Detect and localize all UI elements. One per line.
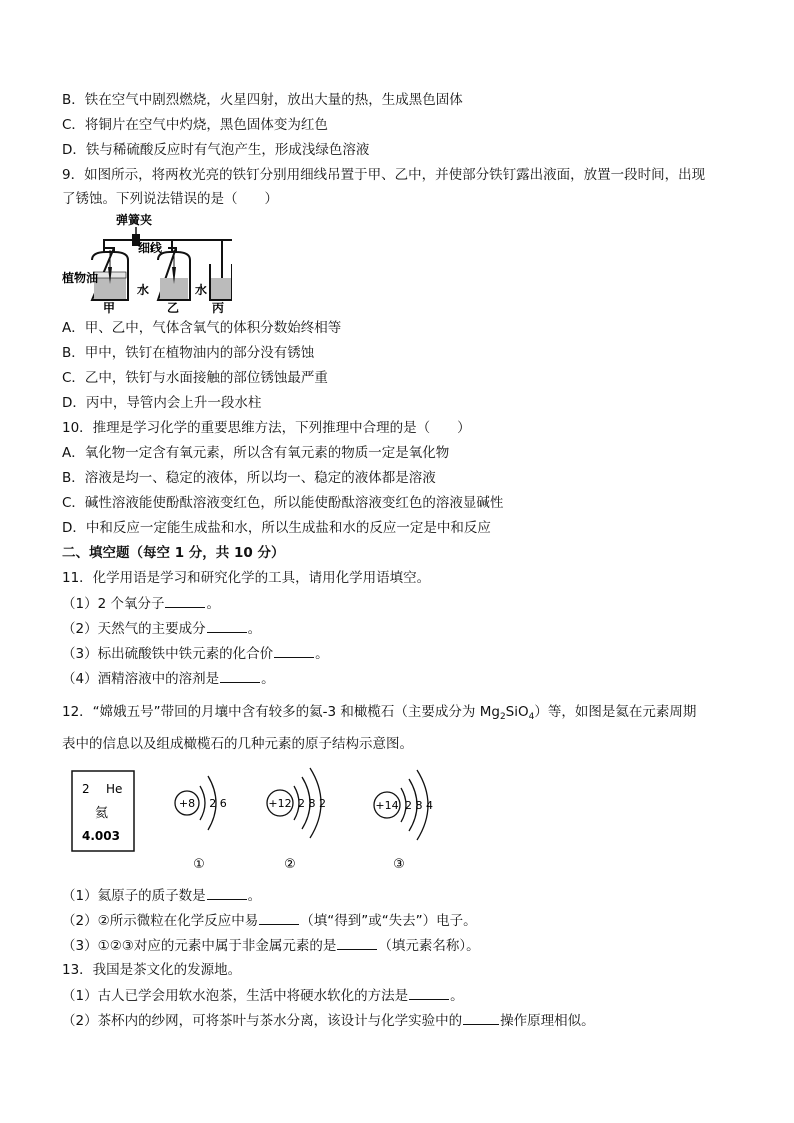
atom-diagram-magnesium — [267, 768, 326, 872]
q10-option-b: B．溶液是均一、稳定的液体，所以均一、稳定的液体都是溶液 — [62, 470, 436, 486]
q12-item-2: （2）②所示微粒在化学反应中易 （填“得到”或“失去”）电子。 — [62, 913, 477, 929]
q10-option-c: C．碱性溶液能使酚酞溶液变红色，所以能使酚酞溶液变红色的溶液显碱性 — [62, 495, 504, 511]
q11-item-2: （2）天然气的主要成分 。 — [62, 621, 262, 637]
q12-stem-line1: 12．“嫦娥五号”带回的月壤中含有较多的氦-3 和橄榄石（主要成分为 $Mg_2SiO_4$）等，如图是氦在元素周期 — [62, 704, 697, 722]
answer-blank[interactable] — [337, 936, 377, 950]
q12-atom-figure — [62, 763, 452, 875]
label-bing: 丙 — [212, 301, 225, 314]
q11-item-1: （1）2 个氧分子 。 — [62, 596, 220, 612]
q13-stem: 13．我国是茶文化的发源地。 — [62, 962, 242, 978]
q9-option-c: C．乙中，铁钉与水面接触的部位锈蚀最严重 — [62, 370, 328, 386]
label-jia: 甲 — [103, 301, 116, 314]
answer-blank[interactable] — [220, 669, 260, 683]
svg-text:2: 2 — [82, 782, 90, 796]
label-water-2: 水 — [195, 283, 208, 297]
q11-stem: 11．化学用语是学习和研究化学的工具，请用化学用语填空。 — [62, 570, 431, 586]
q9-stem-line2: 了锈蚀。下列说法错误的是（ ） — [62, 191, 278, 207]
svg-text:②: ② — [284, 857, 296, 872]
q12-stem-line2: 表中的信息以及组成橄榄石的几种元素的原子结构示意图。 — [62, 736, 413, 752]
answer-blank[interactable] — [409, 986, 449, 1000]
answer-blank[interactable] — [274, 644, 314, 658]
answer-blank[interactable] — [207, 619, 247, 633]
label-oil: 植物油 — [62, 271, 99, 285]
answer-blank[interactable] — [165, 594, 205, 608]
label-water-1: 水 — [137, 283, 150, 297]
atom-diagram-oxygen — [175, 776, 227, 872]
answer-blank[interactable] — [207, 886, 247, 900]
svg-text:氦: 氦 — [95, 806, 109, 821]
svg-text:①: ① — [193, 857, 205, 872]
q12-item-3: （3）①②③对应的元素中属于非金属元素的是 （填元素名称）。 — [62, 938, 480, 954]
q9-option-a: A．甲、乙中，气体含氧气的体积分数始终相等 — [62, 320, 342, 336]
svg-text:2 8 2: 2 8 2 — [298, 797, 326, 810]
q8-option-b: B．铁在空气中剧烈燃烧，火星四射，放出大量的热，生成黑色固体 — [62, 92, 463, 108]
svg-text:2 8 4: 2 8 4 — [405, 799, 433, 812]
q9-option-b: B．甲中，铁钉在植物油内的部分没有锈蚀 — [62, 345, 315, 361]
q8-option-c: C．将铜片在空气中灼烧，黑色固体变为红色 — [62, 117, 328, 133]
answer-blank[interactable] — [463, 1011, 499, 1025]
svg-text:+8: +8 — [178, 797, 196, 810]
q10-option-a: A．氧化物一定含有氧元素，所以含有氧元素的物质一定是氧化物 — [62, 445, 450, 461]
q9-stem-line1: 9．如图所示，将两枚光亮的铁钉分别用细线吊置于甲、乙中，并使部分铁钉露出液面，放置一段时间，出现 — [62, 167, 706, 183]
q13-item-2: （2）茶杯内的纱网，可将茶叶与茶水分离，该设计与化学实验中的 操作原理相似。 — [62, 1013, 595, 1029]
svg-text:+14: +14 — [375, 799, 399, 812]
q11-item-4: （4）酒精溶液中的溶剂是 。 — [62, 671, 275, 687]
label-thread: 细线 — [138, 241, 163, 255]
section-title-fill-blank: 二、填空题（每空 1 分，共 10 分） — [62, 545, 285, 561]
q13-item-1: （1）古人已学会用软水泡茶，生活中将硬水软化的方法是 。 — [62, 988, 464, 1004]
answer-blank[interactable] — [259, 911, 299, 925]
q12-item-1: （1）氦原子的质子数是 。 — [62, 888, 262, 904]
svg-text:③: ③ — [393, 857, 405, 872]
helium-element-cell — [72, 771, 134, 851]
q11-item-3: （3）标出硫酸铁中铁元素的化合价 。 — [62, 646, 329, 662]
label-yi: 乙 — [167, 301, 180, 314]
svg-text:He: He — [106, 782, 123, 796]
atom-diagram-silicon — [374, 770, 433, 872]
q9-apparatus-figure — [62, 212, 232, 314]
svg-text:2 6: 2 6 — [209, 797, 227, 810]
q8-option-d: D．铁与稀硫酸反应时有气泡产生，形成浅绿色溶液 — [62, 142, 370, 158]
svg-text:4.003: 4.003 — [82, 829, 120, 843]
svg-text:+12: +12 — [268, 797, 292, 810]
q10-stem: 10．推理是学习化学的重要思维方法，下列推理中合理的是（ ） — [62, 420, 471, 436]
label-clip: 弹簧夹 — [116, 213, 153, 227]
q9-option-d: D．丙中，导管内会上升一段水柱 — [62, 395, 262, 411]
q10-option-d: D．中和反应一定能生成盐和水，所以生成盐和水的反应一定是中和反应 — [62, 520, 491, 536]
